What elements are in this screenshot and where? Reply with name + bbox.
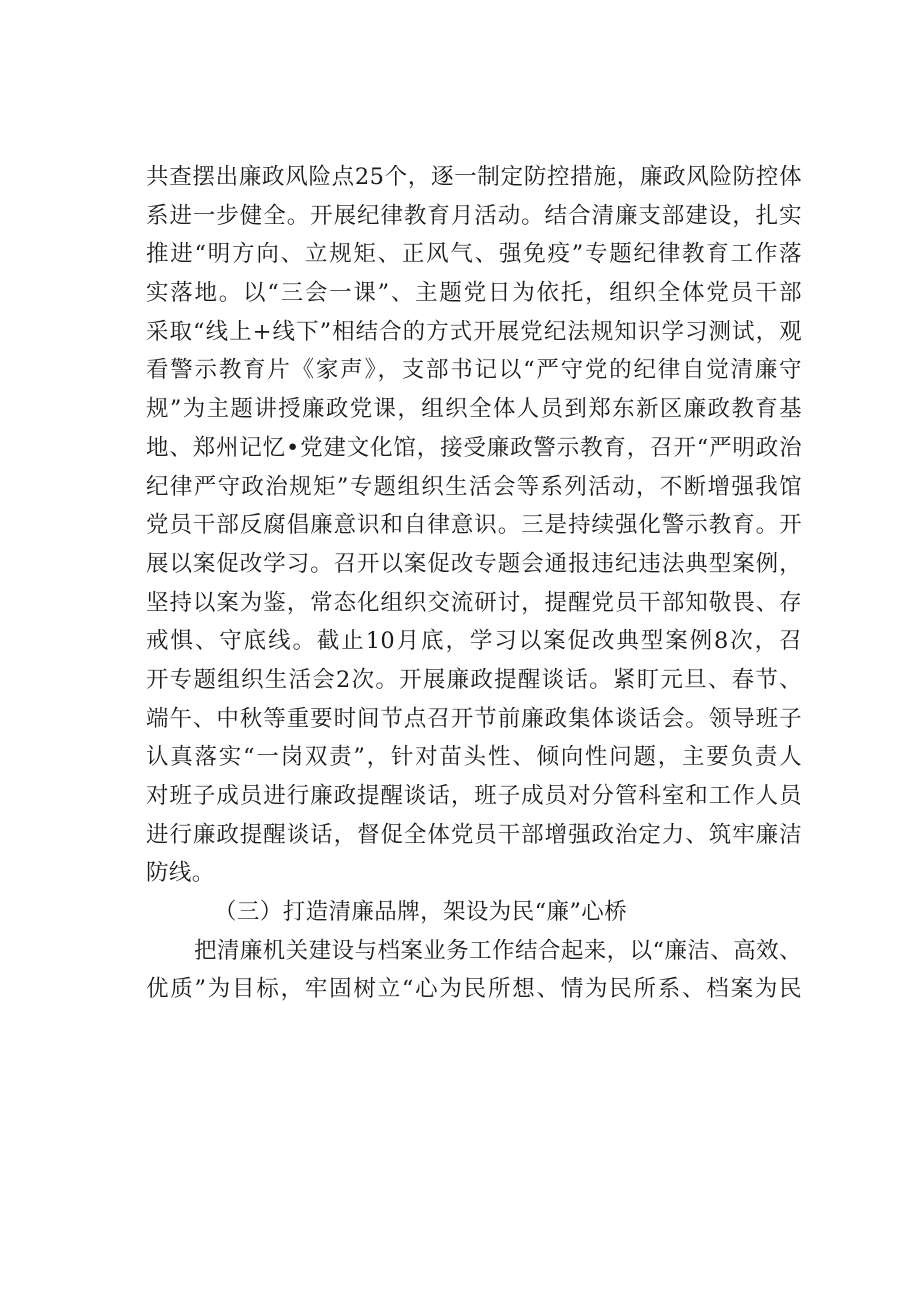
text-line: 进行廉政提醒谈话，督促全体党员干部增强政治定力、筑牢廉洁 xyxy=(146,821,802,848)
text-line: 坚持以案为鉴，常态化组织交流研讨，提醒党员干部知敬畏、存 xyxy=(146,589,802,616)
text-line: 认真落实“一岗双责”，针对苗头性、倾向性问题，主要负责人 xyxy=(146,744,802,771)
text-line: 戒惧、守底线。截止10月底，学习以案促改典型案例8次，召 xyxy=(146,628,802,655)
text-line: 看警示教育片《家声》，支部书记以“严守党的纪律自觉清廉守 xyxy=(146,357,802,384)
text-line: 端午、中秋等重要时间节点召开节前廉政集体谈话会。领导班子 xyxy=(146,705,802,732)
text-line: 采取“线上+线下”相结合的方式开展党纪法规知识学习测试，观 xyxy=(146,318,802,345)
text-line: 展以案促改学习。召开以案促改专题会通报违纪违法典型案例， xyxy=(146,550,802,577)
body-text xyxy=(146,158,802,1009)
text-line-last: 防线。 xyxy=(146,860,215,887)
text-line: 党员干部反腐倡廉意识和自律意识。三是持续强化警示教育。开 xyxy=(146,512,802,539)
text-line: 共查摆出廉政风险点25个，逐一制定防控措施，廉政风险防控体 xyxy=(146,164,802,190)
text-line: 推进“明方向、立规矩、正风气、强免疫”专题纪律教育工作落 xyxy=(146,241,802,268)
text-line: 实落地。以“三会一课”、主题党日为依托，组织全体党员干部 xyxy=(146,280,802,307)
text-line: 纪律严守政治规矩”专题组织生活会等系列活动，不断增强我馆 xyxy=(146,473,802,500)
text-line: 对班子成员进行廉政提醒谈话，班子成员对分管科室和工作人员 xyxy=(146,783,802,809)
text-line: 规”为主题讲授廉政党课，组织全体人员到郑东新区廉政教育基 xyxy=(146,396,802,423)
text-line: 优质”为目标，牢固树立“心为民所想、情为民所系、档案为民 xyxy=(146,976,802,1003)
text-line: 地、郑州记忆•党建文化馆，接受廉政警示教育，召开“严明政治 xyxy=(146,434,802,461)
section-heading: （三）打造清廉品牌，架设为民“廉”心桥 xyxy=(214,899,628,926)
paragraph-first-line: 把清廉机关建设与档案业务工作结合起来，以“廉洁、高效、 xyxy=(194,937,802,964)
text-line: 开专题组织生活会2次。开展廉政提醒谈话。紧盯元旦、春节、 xyxy=(146,666,802,693)
text-line: 系进一步健全。开展纪律教育月活动。结合清廉支部建设，扎实 xyxy=(146,202,802,229)
